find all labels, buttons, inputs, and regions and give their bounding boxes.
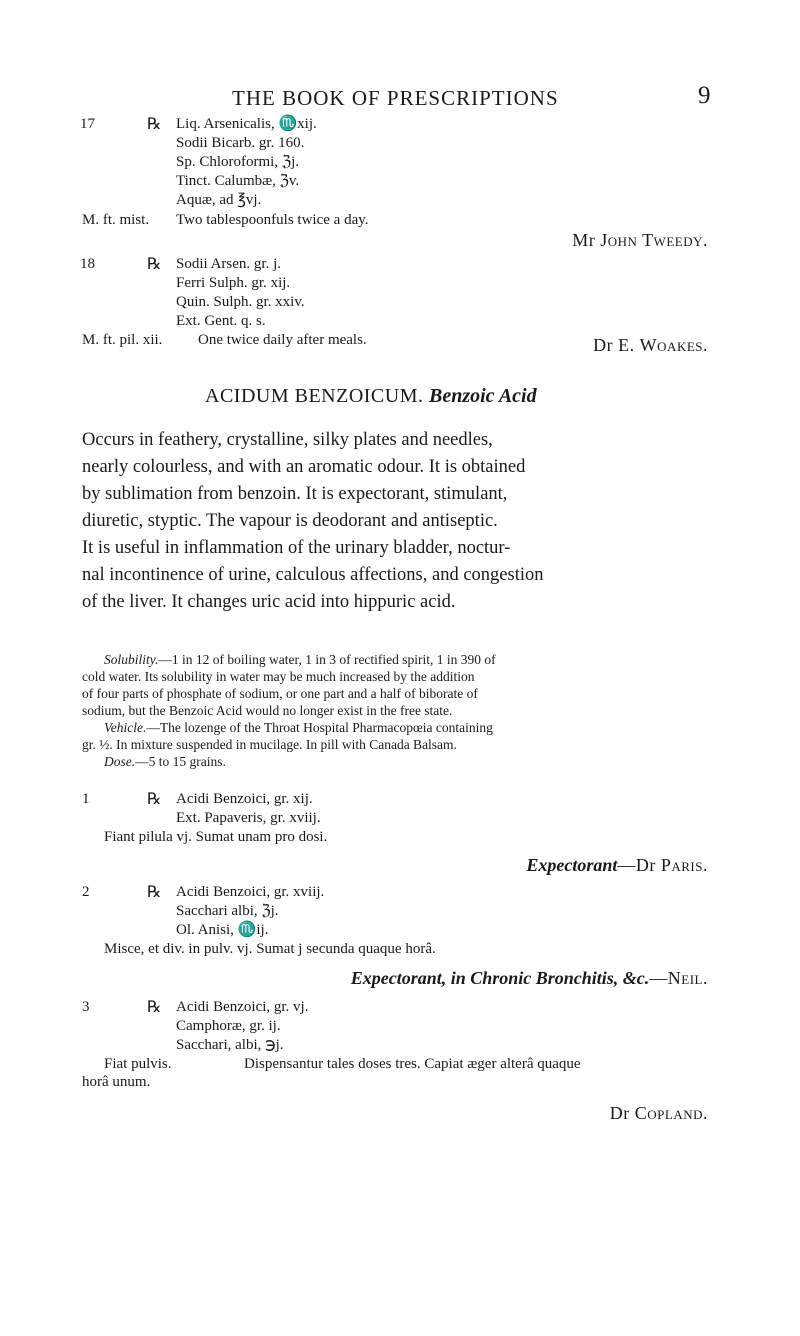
ingredient-list (176, 115, 317, 210)
ingredient-line: Tinct. Calumbæ, ℨv. (176, 173, 300, 189)
ingredient-line: Ext. Papaveris, gr. xviij. (176, 810, 321, 826)
ingredient-line: Sodii Arsen. gr. j. (176, 256, 282, 272)
ingredient-list (176, 998, 308, 1055)
prescription-directions: Dispensantur tales doses tres. Capiat æger alterâ quaque (244, 1056, 581, 1072)
prescription-number: 18 (80, 256, 95, 272)
prescription-direction: Two tablespoonfuls twice a day. (176, 212, 369, 228)
rx-symbol: ℞ (147, 256, 162, 273)
paragraph-line: diuretic, styptic. The vapour is deodorant and antiseptic. (82, 511, 498, 531)
prescription-label-continued: horâ unum. (82, 1074, 151, 1090)
prescription-label: M. ft. mist. (82, 212, 150, 228)
ingredient-line: Camphoræ, gr. ij. (176, 1018, 281, 1034)
ingredient-line: Acidi Benzoici, gr. xij. (176, 791, 313, 807)
note-line: cold water. Its solubility in water may be much increased by the addition (82, 669, 475, 684)
prescription-author: Mr John Tweedy. (572, 230, 708, 250)
prescription-label: Fiat pulvis. (104, 1056, 172, 1072)
notes-block (82, 651, 714, 770)
ingredient-line: Sacchari, albi, ℈j. (176, 1037, 284, 1053)
page-number: 9 (698, 82, 712, 109)
prescription-number: 3 (82, 999, 90, 1015)
description-paragraph (82, 427, 714, 616)
section-heading (205, 385, 537, 408)
ingredient-line: Quin. Sulph. gr. xxiv. (176, 294, 305, 310)
ingredient-list (176, 790, 321, 828)
prescription-number: 17 (80, 116, 95, 132)
paragraph-line: Occurs in feathery, crystalline, silky plates and needles, (82, 430, 493, 450)
ingredient-line: Sacchari albi, ℨj. (176, 903, 279, 919)
rx-symbol: ℞ (147, 884, 162, 901)
prescription-direction: One twice daily after meals. (198, 332, 367, 348)
ingredient-line: Acidi Benzoici, gr. xviij. (176, 884, 325, 900)
ingredient-list (176, 883, 324, 940)
rx-symbol: ℞ (147, 791, 162, 808)
note-dose: Dose.—5 to 15 grains. (104, 754, 226, 769)
prescription-number: 2 (82, 884, 90, 900)
note-line: of four parts of phosphate of sodium, or one part and a half of biborate of (82, 686, 478, 701)
prescription-directions: Misce, et div. in pulv. vj. Sumat j secunda quaque horâ. (104, 941, 436, 957)
ingredient-line: Acidi Benzoici, gr. vj. (176, 999, 309, 1015)
ingredient-line: Sp. Chloroformi, ℨj. (176, 154, 299, 170)
prescription-directions: Fiant pilula vj. Sumat unam pro dosi. (104, 829, 328, 845)
ingredient-line: Aquæ, ad ℥vj. (176, 192, 262, 208)
prescription-author: Expectorant—Dr Paris. (526, 855, 708, 875)
ingredient-line: Ol. Anisi, ♏ij. (176, 922, 269, 938)
paragraph-line: It is useful in inflammation of the urinary bladder, noctur- (82, 538, 511, 558)
section-subtitle: Benzoic Acid (429, 385, 537, 407)
paragraph-line: nal incontinence of urine, calculous affections, and congestion (82, 565, 544, 585)
note-solubility: Solubility.—1 in 12 of boiling water, 1 in 3 of rectified spirit, 1 in 390 of (104, 652, 496, 667)
ingredient-list (176, 255, 305, 331)
prescription-author: Expectorant, in Chronic Bronchitis, &c.—Neil. (350, 968, 708, 988)
ingredient-line: Ferri Sulph. gr. xij. (176, 275, 291, 291)
note-line: sodium, but the Benzoic Acid would no longer exist in the free state. (82, 703, 453, 718)
paragraph-line: by sublimation from benzoin. It is expectorant, stimulant, (82, 484, 508, 504)
prescription-number: 1 (82, 791, 90, 807)
note-vehicle: Vehicle.—The lozenge of the Throat Hospital Pharmacopœia containing (104, 720, 493, 735)
paragraph-line: of the liver. It changes uric acid into hippuric acid. (82, 592, 456, 612)
prescription-author: Dr E. Woakes. (593, 335, 708, 355)
ingredient-line: Ext. Gent. q. s. (176, 313, 266, 329)
book-title: THE BOOK OF PRESCRIPTIONS (232, 86, 559, 110)
ingredient-line: Sodii Bicarb. gr. 160. (176, 135, 305, 151)
note-line: gr. ½. In mixture suspended in mucilage. In pill with Canada Balsam. (82, 737, 457, 752)
prescription-author: Dr Copland. (609, 1103, 708, 1123)
rx-symbol: ℞ (147, 116, 162, 133)
paragraph-line: nearly colourless, and with an aromatic odour. It is obtained (82, 457, 526, 477)
prescription-label: M. ft. pil. xii. (82, 332, 163, 348)
section-title: ACIDUM BENZOICUM. (205, 385, 424, 407)
rx-symbol: ℞ (147, 999, 162, 1016)
ingredient-line: Liq. Arsenicalis, ♏xij. (176, 116, 317, 132)
